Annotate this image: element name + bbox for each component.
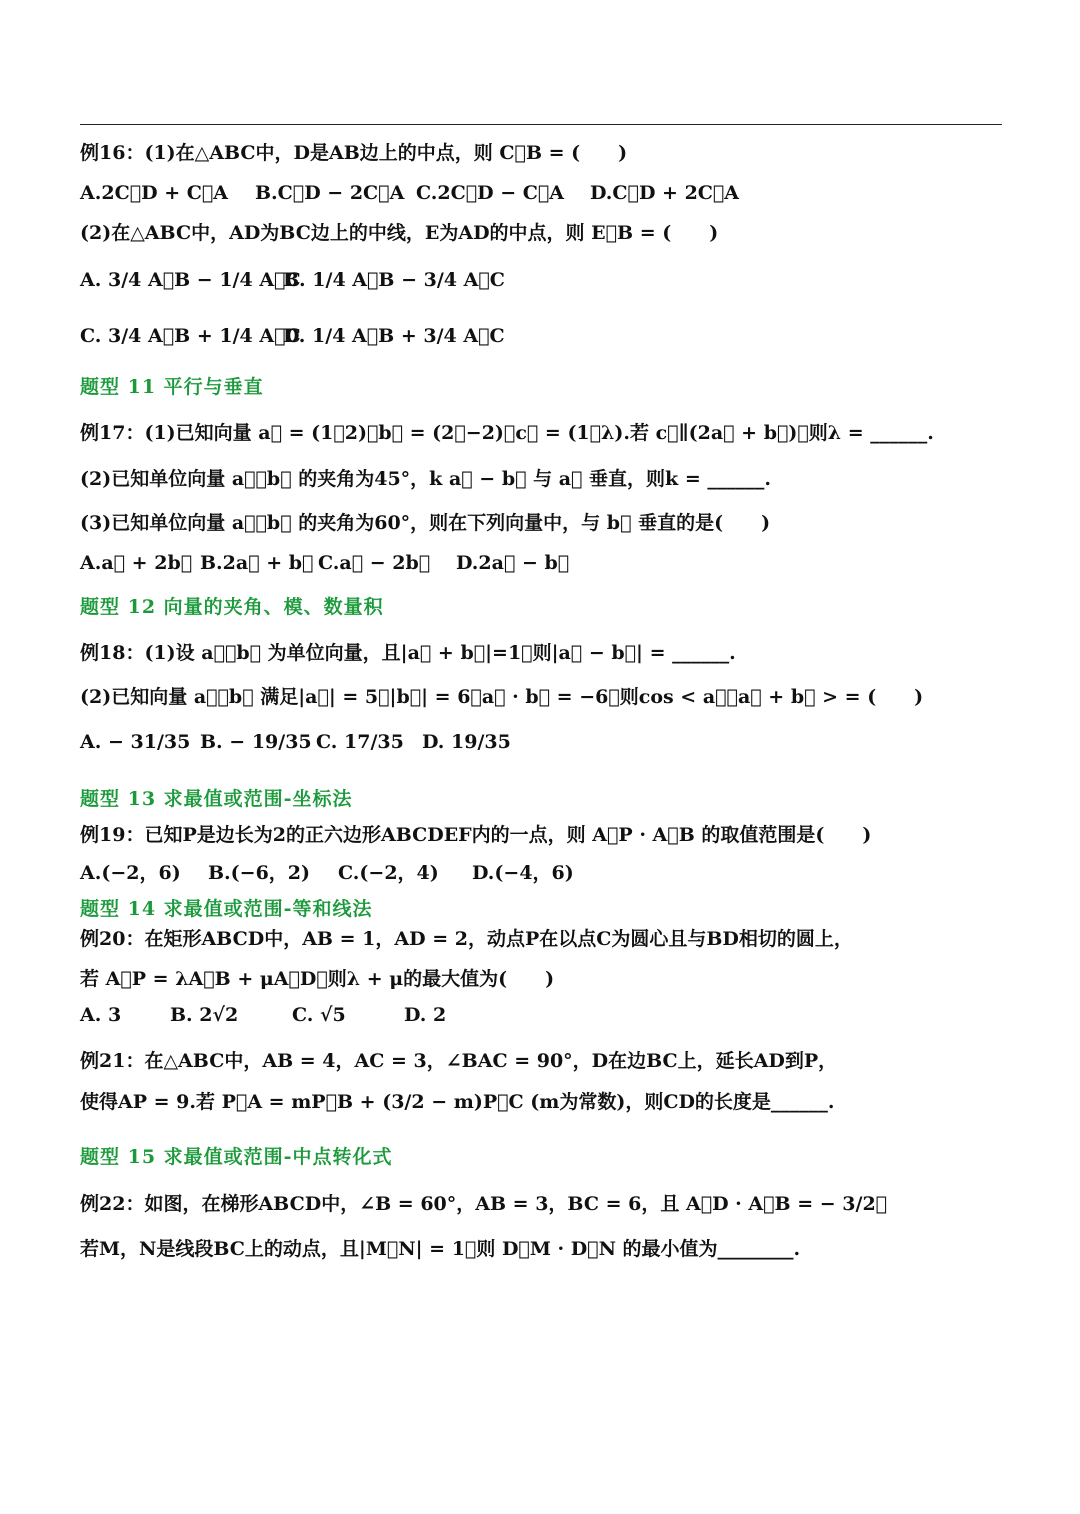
ex22-question-line-2: 若M，N是线段BC上的动点，且|M⃗N| = 1，则 D⃗M · D⃗N 的最小值为________.	[80, 1238, 801, 1260]
ex19-option-d: D.(−4，6)	[472, 862, 574, 884]
ex16-q2-option-a: A. 3/4 A⃗B − 1/4 A⃗C	[80, 269, 301, 291]
section-heading-type-14: 题型 14 求最值或范围-等和线法	[80, 898, 373, 920]
ex19-question: 例19：已知P是边长为2的正六边形ABCDEF内的一点，则 A⃗P · A⃗B 的取值范围是( )	[80, 824, 872, 846]
ex18-option-a: A. − 31/35	[80, 731, 191, 753]
ex17-options-3	[80, 548, 680, 578]
ex19-option-b: B.(−6，2)	[208, 862, 311, 884]
ex17-option-c: C.a⃗ − 2b⃗	[318, 552, 431, 574]
ex22-question-line-1: 例22：如图，在梯形ABCD中，∠B = 60°，AB = 3，BC = 6，且 A⃗D · A⃗B = − 3/2，	[80, 1193, 888, 1215]
ex18-option-d: D. 19/35	[422, 731, 511, 753]
ex18-question-2: (2)已知向量 a⃗，b⃗ 满足|a⃗| = 5，|b⃗| = 6，a⃗ · b⃗ = −6，则cos < a⃗，a⃗ + b⃗ > = ( )	[80, 686, 924, 708]
ex17-option-a: A.a⃗ + 2b⃗	[80, 552, 193, 574]
ex16-option-d: D.C⃗D + 2C⃗A	[590, 182, 740, 204]
ex19-option-c: C.(−2，4)	[338, 862, 439, 884]
ex20-option-b: B. 2√2	[170, 1004, 239, 1026]
ex20-question-line-2: 若 A⃗P = λA⃗B + μA⃗D，则λ + μ的最大值为( )	[80, 968, 555, 990]
ex18-option-c: C. 17/35	[316, 731, 404, 753]
ex18-option-b: B. − 19/35	[200, 731, 312, 753]
ex17-option-b: B.2a⃗ + b⃗	[200, 552, 314, 574]
ex18-question-1: 例18：(1)设 a⃗，b⃗ 为单位向量，且|a⃗ + b⃗|=1，则|a⃗ − b⃗| = ______.	[80, 642, 736, 664]
ex17-question-3: (3)已知单位向量 a⃗，b⃗ 的夹角为60°，则在下列向量中，与 b⃗ 垂直的是( )	[80, 512, 771, 534]
ex16-q2-option-c: C. 3/4 A⃗B + 1/4 A⃗C	[80, 325, 301, 347]
section-heading-type-13: 题型 13 求最值或范围-坐标法	[80, 788, 353, 810]
ex16-options-2-row2	[80, 314, 680, 358]
ex16-q2-option-d: D. 1/4 A⃗B + 3/4 A⃗C	[283, 325, 505, 347]
ex20-option-d: D. 2	[404, 1004, 447, 1026]
ex16-question-2: (2)在△ABC中，AD为BC边上的中线，E为AD的中点，则 E⃗B = ( )	[80, 222, 719, 244]
ex17-question-1: 例17：(1)已知向量 a⃗ = (1，2)，b⃗ = (2，−2)，c⃗ = (1，λ).若 c⃗∥(2a⃗ + b⃗)，则λ = ______.	[80, 422, 934, 444]
ex20-option-a: A. 3	[80, 1004, 122, 1026]
ex16-question-1: 例16：(1)在△ABC中，D是AB边上的中点，则 C⃗B = ( )	[80, 142, 628, 164]
ex17-option-d: D.2a⃗ − b⃗	[456, 552, 570, 574]
section-heading-type-11: 题型 11 平行与垂直	[80, 376, 264, 398]
ex20-question-line-1: 例20：在矩形ABCD中，AB = 1，AD = 2，动点P在以点C为圆心且与BD相切的圆上，	[80, 928, 853, 950]
ex18-options-2	[80, 720, 680, 764]
ex21-question-line-1: 例21：在△ABC中，AB = 4，AC = 3，∠BAC = 90°，D在边BC上，延长AD到P，	[80, 1050, 838, 1072]
ex16-options-2-row1	[80, 258, 680, 302]
ex17-question-2: (2)已知单位向量 a⃗，b⃗ 的夹角为45°，k a⃗ − b⃗ 与 a⃗ 垂直，则k = ______.	[80, 468, 771, 490]
header-rule	[80, 124, 1002, 125]
section-heading-type-12: 题型 12 向量的夹角、模、数量积	[80, 596, 384, 618]
ex16-option-c: C.2C⃗D − C⃗A	[416, 182, 565, 204]
section-heading-type-15: 题型 15 求最值或范围-中点转化式	[80, 1146, 393, 1168]
ex19-option-a: A.(−2，6)	[80, 862, 181, 884]
ex19-options	[80, 858, 680, 888]
ex16-q2-option-b: B. 1/4 A⃗B − 3/4 A⃗C	[283, 269, 505, 291]
ex16-option-a: A.2C⃗D + C⃗A	[80, 182, 228, 204]
ex20-options	[80, 1000, 580, 1030]
ex16-option-b: B.C⃗D − 2C⃗A	[255, 182, 405, 204]
ex16-options-1	[80, 178, 980, 208]
ex21-question-line-2: 使得AP = 9.若 P⃗A = mP⃗B + (3/2 − m)P⃗C (m为常数)，则CD的长度是______.	[80, 1091, 835, 1113]
ex20-option-c: C. √5	[292, 1004, 346, 1026]
